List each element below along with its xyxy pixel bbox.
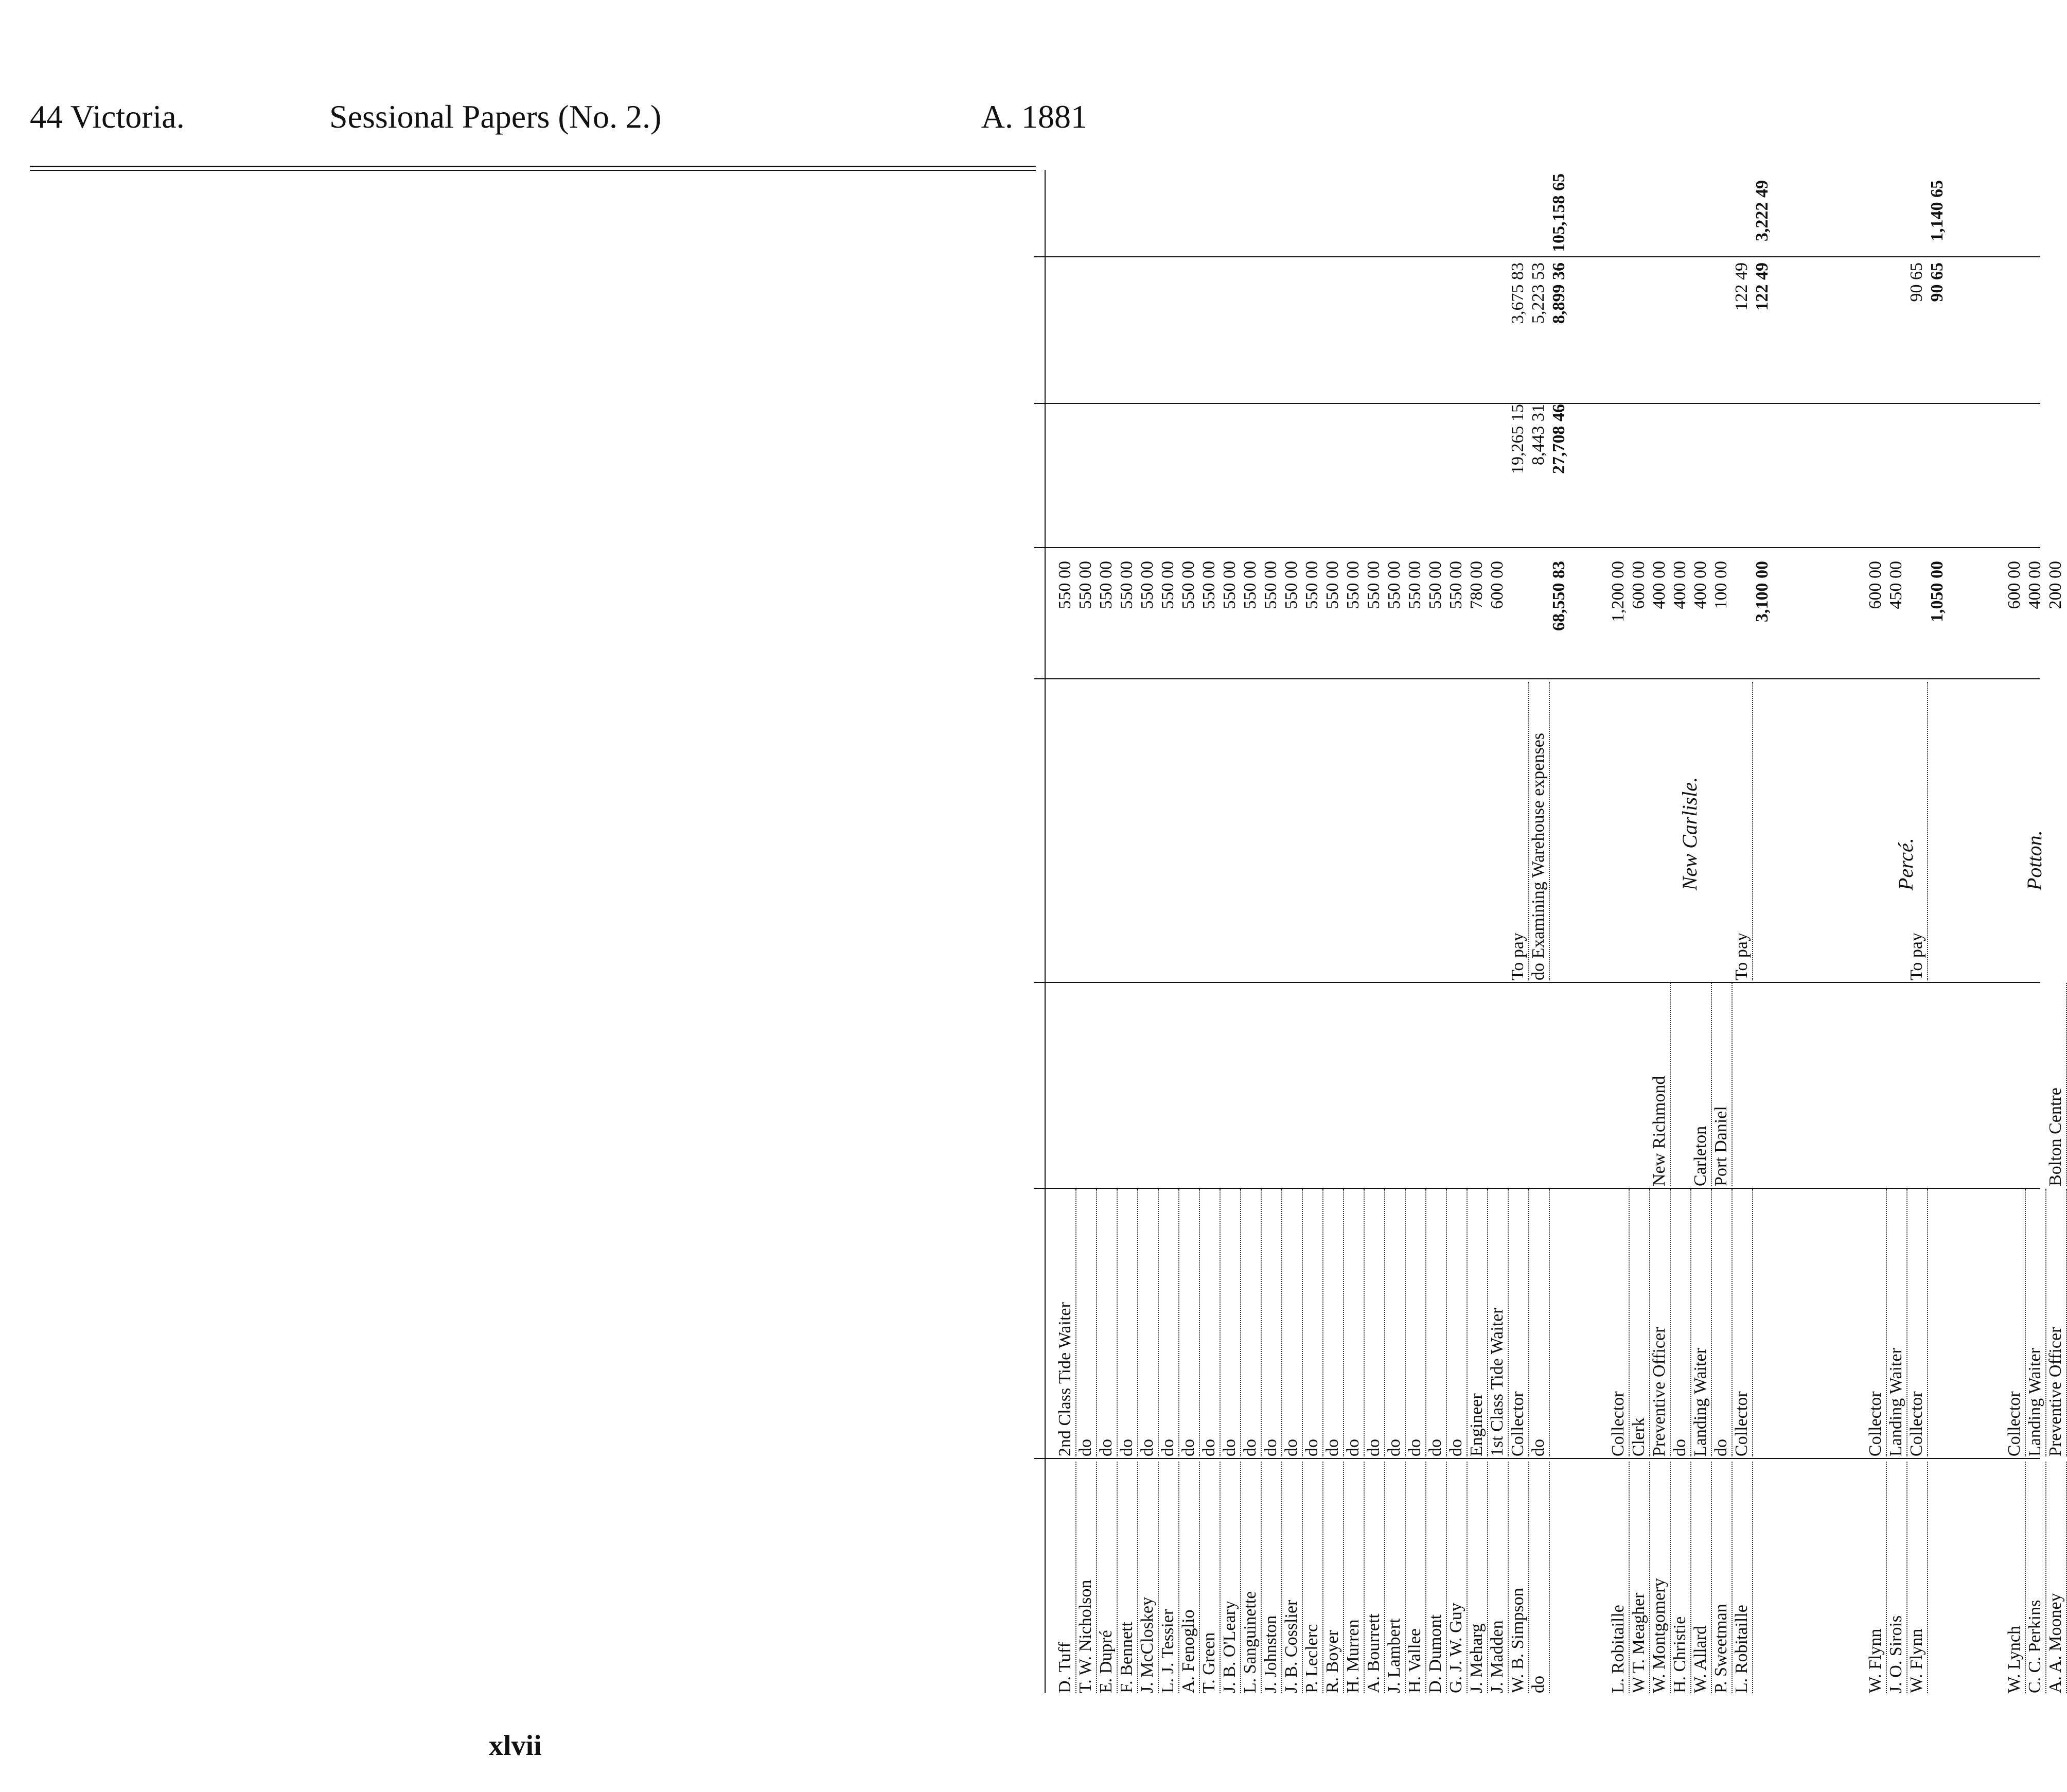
cell-remark: To pay bbox=[1508, 682, 1529, 980]
table-row bbox=[1405, 170, 1425, 1693]
cell-office: do bbox=[1178, 1189, 1200, 1456]
cell-name: W T. Meagher bbox=[1629, 1462, 1650, 1693]
cell-name: J. Meharg bbox=[1467, 1462, 1488, 1693]
table-row bbox=[1906, 170, 1927, 1693]
cell-office: do bbox=[1096, 1189, 1118, 1456]
cell-salary: 550 00 bbox=[1405, 561, 1424, 609]
cell-t2: 122 49 bbox=[1732, 262, 1751, 311]
cell-office: do bbox=[1711, 1189, 1733, 1456]
header-volume: 44 Victoria. bbox=[30, 98, 185, 135]
cell-office: do bbox=[1425, 1189, 1447, 1456]
column-rule bbox=[1034, 547, 2040, 548]
cell-name: W. Lynch bbox=[2004, 1462, 2026, 1693]
cell-name: D. Dumont bbox=[1425, 1462, 1447, 1693]
cell-salary: 550 00 bbox=[1241, 561, 1260, 609]
cell-office: Collector bbox=[1732, 1189, 1753, 1456]
cell-name: G. J. W. Guy bbox=[1446, 1462, 1468, 1693]
cell-name: R. Boyer bbox=[1322, 1462, 1344, 1693]
table-row bbox=[1549, 170, 1569, 1693]
table-row bbox=[1629, 170, 1649, 1693]
cell-t2: 3,675 83 bbox=[1508, 262, 1527, 324]
table-row bbox=[1364, 170, 1384, 1693]
table-row bbox=[1322, 170, 1343, 1693]
cell-t2: 90 65 bbox=[1928, 262, 1947, 302]
cell-office: do bbox=[1220, 1189, 1241, 1456]
cell-office: Preventive Officer bbox=[2045, 1189, 2067, 1456]
cell-office: Clerk bbox=[1629, 1189, 1650, 1456]
table-row bbox=[1670, 170, 1690, 1693]
cell-name: C. C. Perkins bbox=[2025, 1462, 2046, 1693]
table-row bbox=[1690, 170, 1711, 1693]
section-title: Percé. bbox=[1894, 838, 1917, 890]
table-row bbox=[1343, 170, 1364, 1693]
cell-name: W. B. Simpson bbox=[1508, 1462, 1529, 1693]
cell-office: Landing Waiter bbox=[1690, 1189, 1712, 1456]
section-title: New Carlisle. bbox=[1678, 777, 1701, 890]
header-year: A. 1881 bbox=[981, 98, 1087, 135]
cell-salary: 100 00 bbox=[1711, 561, 1730, 609]
cell-name: L. J. Tessier bbox=[1158, 1462, 1179, 1693]
cell-name: H. Murren bbox=[1343, 1462, 1365, 1693]
table-row bbox=[2004, 170, 2025, 1693]
table-row bbox=[1649, 170, 1670, 1693]
table-row bbox=[1608, 170, 1629, 1693]
cell-salary: 550 00 bbox=[1138, 561, 1157, 609]
cell-name: P. Leclerc bbox=[1302, 1462, 1323, 1693]
cell-t1: 27,708 46 bbox=[1549, 404, 1568, 474]
column-rule bbox=[1034, 256, 2040, 257]
cell-office: do bbox=[1384, 1189, 1406, 1456]
cell-salary: 400 00 bbox=[1691, 561, 1710, 609]
cell-name: J. McCloskey bbox=[1137, 1462, 1159, 1693]
column-rule bbox=[1034, 982, 2040, 983]
cell-office: Landing Waiter bbox=[1886, 1189, 1907, 1456]
cell-salary: 600 00 bbox=[2005, 561, 2024, 609]
cell-place: Bolton Centre bbox=[2045, 983, 2067, 1186]
table-row bbox=[1467, 170, 1487, 1693]
cell-salary: 200 00 bbox=[2046, 561, 2065, 609]
table-row bbox=[1927, 170, 1948, 1693]
cell-salary: 550 00 bbox=[1426, 561, 1445, 609]
table-row bbox=[1425, 170, 1446, 1693]
cell-salary: 550 00 bbox=[1364, 561, 1383, 609]
cell-name: H. Vallee bbox=[1405, 1462, 1426, 1693]
cell-salary: 550 00 bbox=[1055, 561, 1074, 609]
cell-name: P. Sweetman bbox=[1711, 1462, 1733, 1693]
cell-name: J. O. Sirois bbox=[1886, 1462, 1907, 1693]
cell-name: A. Fenoglio bbox=[1178, 1462, 1200, 1693]
cell-office: do bbox=[1281, 1189, 1303, 1456]
page-number: xlvii bbox=[489, 1730, 542, 1762]
cell-t3: 1,140 65 bbox=[1928, 180, 1947, 241]
cell-salary: 68,550 83 bbox=[1549, 561, 1568, 631]
cell-remark: do Examining Warehouse expenses bbox=[1528, 682, 1550, 980]
cell-t2: 90 65 bbox=[1907, 262, 1926, 302]
table-row bbox=[1886, 170, 1906, 1693]
table-row bbox=[1865, 170, 1886, 1693]
cell-salary: 600 00 bbox=[1629, 561, 1648, 609]
cell-name: T. Green bbox=[1199, 1462, 1221, 1693]
table-row bbox=[1508, 170, 1528, 1693]
column-rule bbox=[1034, 1458, 2040, 1459]
cell-salary: 780 00 bbox=[1467, 561, 1486, 609]
cell-name: J. Madden bbox=[1487, 1462, 1509, 1693]
cell-salary: 550 00 bbox=[1220, 561, 1239, 609]
cell-name: L. Sanguinette bbox=[1240, 1462, 1262, 1693]
cell-t2: 122 49 bbox=[1753, 262, 1772, 311]
cell-salary: 550 00 bbox=[1344, 561, 1363, 609]
table-row bbox=[1302, 170, 1322, 1693]
table-row bbox=[1178, 170, 1199, 1693]
header-rule-thin bbox=[30, 170, 1036, 171]
table-row bbox=[2025, 170, 2045, 1693]
table-row bbox=[1384, 170, 1405, 1693]
section-title: Potton. bbox=[2023, 830, 2046, 890]
cell-office: do bbox=[1670, 1189, 1691, 1456]
cell-salary: 550 00 bbox=[1261, 561, 1280, 609]
table-row bbox=[1711, 170, 1732, 1693]
cell-salary: 600 00 bbox=[1866, 561, 1885, 609]
cell-place: Port Daniel bbox=[1711, 983, 1733, 1186]
column-rule bbox=[1034, 678, 2040, 679]
cell-office: do bbox=[1137, 1189, 1159, 1456]
cell-office: Engineer bbox=[1467, 1189, 1488, 1456]
cell-name: J. B. Cosslier bbox=[1281, 1462, 1303, 1693]
table-row bbox=[1117, 170, 1137, 1693]
header-title: Sessional Papers (No. 2.) bbox=[329, 98, 662, 135]
cell-name: L. Robitaille bbox=[1732, 1462, 1753, 1693]
cell-remark: To pay bbox=[1732, 682, 1753, 980]
table-row bbox=[1199, 170, 1220, 1693]
cell-salary: 550 00 bbox=[1076, 561, 1095, 609]
cell-name: do bbox=[1528, 1462, 1550, 1693]
cell-office: 2nd Class Tide Waiter bbox=[1055, 1189, 1076, 1456]
cell-office: do bbox=[1117, 1189, 1138, 1456]
cell-name: J. Johnston bbox=[1261, 1462, 1282, 1693]
cell-salary: 550 00 bbox=[1097, 561, 1116, 609]
cell-remark: To pay bbox=[1906, 682, 1928, 980]
cell-name: J. Lambert bbox=[1384, 1462, 1406, 1693]
cell-office: Preventive Officer bbox=[1649, 1189, 1671, 1456]
table-row bbox=[1158, 170, 1178, 1693]
cell-office: do bbox=[1446, 1189, 1468, 1456]
cell-name: A. A. Mooney bbox=[2045, 1462, 2067, 1693]
table-row bbox=[1137, 170, 1158, 1693]
table-row bbox=[1240, 170, 1261, 1693]
cell-salary: 400 00 bbox=[2025, 561, 2044, 609]
cell-salary: 550 00 bbox=[1385, 561, 1404, 609]
cell-salary: 550 00 bbox=[1117, 561, 1136, 609]
cell-t3: 3,222 49 bbox=[1753, 180, 1772, 241]
table-row bbox=[1752, 170, 1773, 1693]
cell-office: Collector bbox=[2004, 1189, 2026, 1456]
cell-salary: 1,050 00 bbox=[1928, 561, 1947, 622]
table-row bbox=[1281, 170, 1302, 1693]
table-row bbox=[1075, 170, 1096, 1693]
cell-name: W. Montgomery bbox=[1649, 1462, 1671, 1693]
table-row bbox=[1055, 170, 1075, 1693]
cell-t2: 8,899 36 bbox=[1549, 262, 1568, 324]
cell-name: A. Bourrett bbox=[1364, 1462, 1385, 1693]
cell-salary: 600 00 bbox=[1488, 561, 1507, 609]
cell-name: D. Tuff bbox=[1055, 1462, 1076, 1693]
cell-salary: 3,100 00 bbox=[1753, 561, 1772, 622]
cell-office: do bbox=[1261, 1189, 1282, 1456]
table-row bbox=[2045, 170, 2066, 1693]
cell-salary: 550 00 bbox=[1446, 561, 1465, 609]
table-row bbox=[1732, 170, 1752, 1693]
cell-salary: 550 00 bbox=[1199, 561, 1218, 609]
cell-name: E. Dupré bbox=[1096, 1462, 1118, 1693]
cell-t1: 19,265 15 bbox=[1508, 404, 1527, 474]
cell-t1: 8,443 31 bbox=[1529, 404, 1548, 465]
cell-salary: 550 00 bbox=[1282, 561, 1301, 609]
cell-name: F. Bennett bbox=[1117, 1462, 1138, 1693]
table-row bbox=[1487, 170, 1508, 1693]
table-row bbox=[1261, 170, 1281, 1693]
cell-office: do bbox=[1322, 1189, 1344, 1456]
cell-office: Collector bbox=[1508, 1189, 1529, 1456]
header-rule bbox=[30, 166, 1036, 167]
cell-t2: 5,223 53 bbox=[1529, 262, 1548, 324]
cell-office: 1st Class Tide Waiter bbox=[1487, 1189, 1509, 1456]
cell-office: Collector bbox=[1906, 1189, 1928, 1456]
column-rule bbox=[1034, 403, 2040, 404]
cell-office: Collector bbox=[1608, 1189, 1630, 1456]
cell-salary: 550 00 bbox=[1158, 561, 1177, 609]
table-row bbox=[1446, 170, 1467, 1693]
cell-office: do bbox=[1343, 1189, 1365, 1456]
cell-office: do bbox=[1364, 1189, 1385, 1456]
cell-office: Collector bbox=[1865, 1189, 1887, 1456]
cell-office: do bbox=[1302, 1189, 1323, 1456]
table-row bbox=[1096, 170, 1117, 1693]
table-top-rule bbox=[1045, 170, 1046, 1693]
column-rule bbox=[1034, 1188, 2040, 1189]
cell-name: W. Flynn bbox=[1906, 1462, 1928, 1693]
cell-office: do bbox=[1075, 1189, 1097, 1456]
table-row bbox=[1220, 170, 1240, 1693]
cell-t3: 105,158 65 bbox=[1549, 173, 1568, 252]
cell-salary: 400 00 bbox=[1670, 561, 1689, 609]
cell-office: do bbox=[1158, 1189, 1179, 1456]
cell-place: Carleton bbox=[1690, 983, 1712, 1186]
cell-salary: 1,200 00 bbox=[1609, 561, 1628, 622]
cell-name: J. B. O'Leary bbox=[1220, 1462, 1241, 1693]
rotated-table bbox=[1034, 170, 2065, 1693]
cell-name: T. W. Nicholson bbox=[1075, 1462, 1097, 1693]
cell-name: W. Allard bbox=[1690, 1462, 1712, 1693]
cell-salary: 550 00 bbox=[1302, 561, 1321, 609]
cell-salary: 400 00 bbox=[1650, 561, 1669, 609]
cell-office: do bbox=[1528, 1189, 1550, 1456]
cell-salary: 550 00 bbox=[1323, 561, 1342, 609]
cell-salary: 450 00 bbox=[1886, 561, 1905, 609]
cell-office: do bbox=[1199, 1189, 1221, 1456]
cell-office: do bbox=[1405, 1189, 1426, 1456]
cell-salary: 550 00 bbox=[1179, 561, 1198, 609]
cell-office: Landing Waiter bbox=[2025, 1189, 2046, 1456]
cell-name: H. Christie bbox=[1670, 1462, 1691, 1693]
cell-name: W. Flynn bbox=[1865, 1462, 1887, 1693]
table-row bbox=[1528, 170, 1549, 1693]
cell-place: New Richmond bbox=[1649, 983, 1671, 1186]
cell-office: do bbox=[1240, 1189, 1262, 1456]
cell-name: L. Robitaille bbox=[1608, 1462, 1630, 1693]
